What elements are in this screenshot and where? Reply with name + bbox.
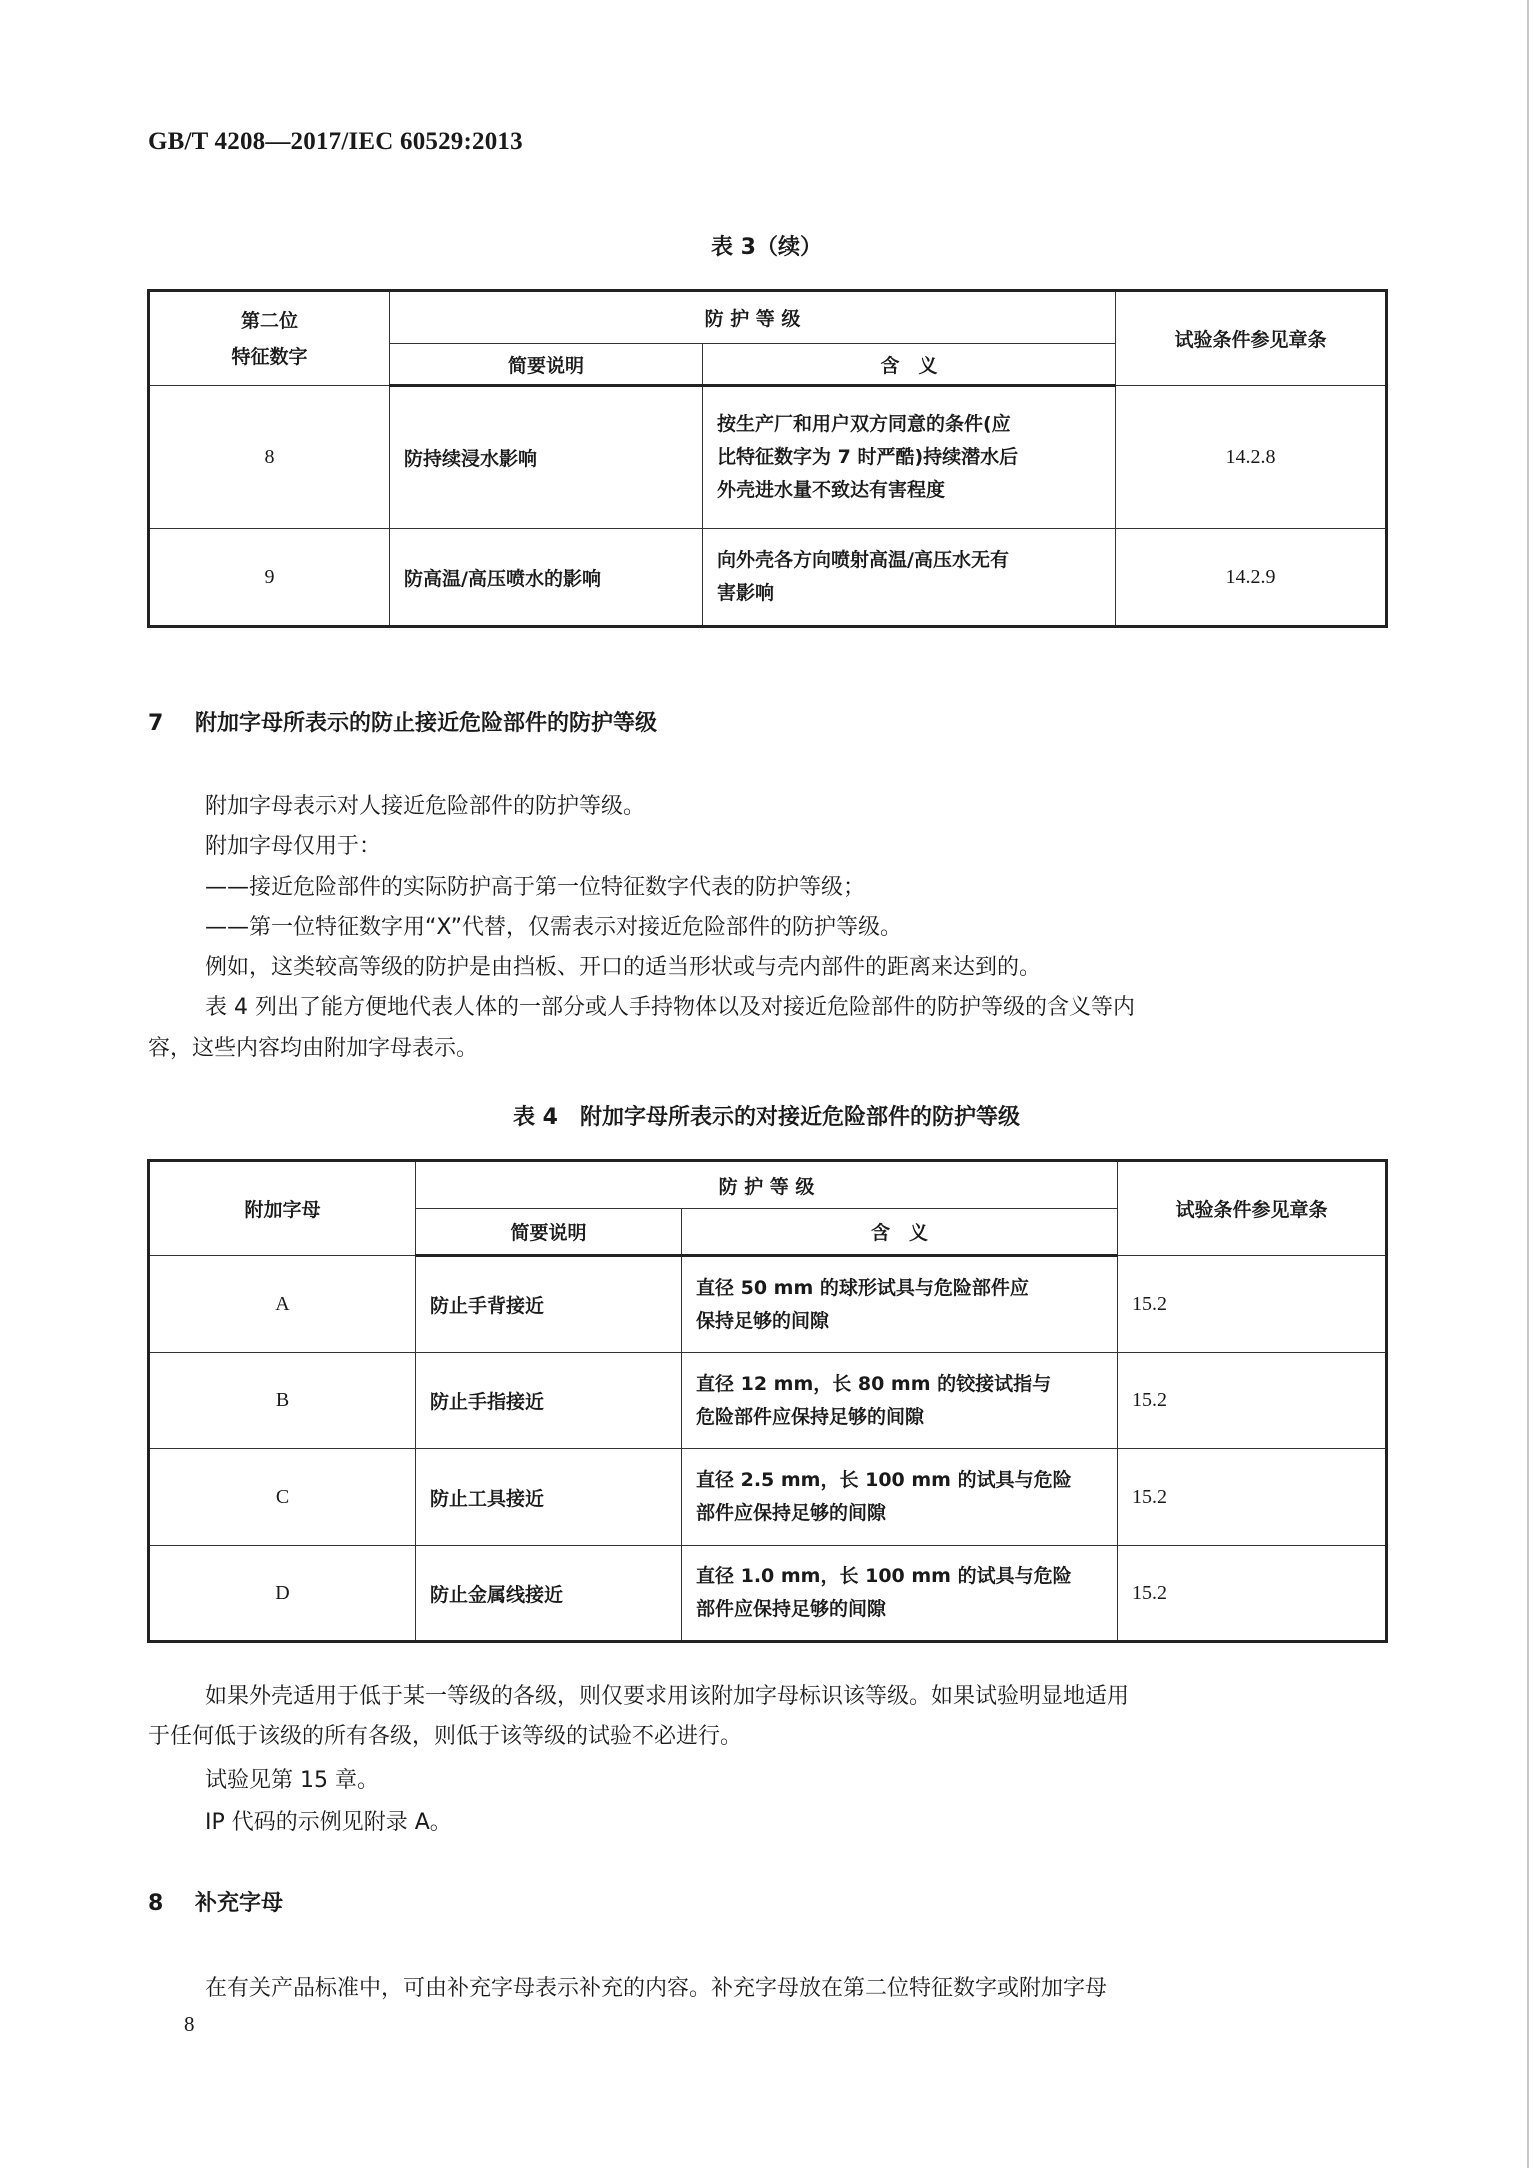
test-clause-cell: 14.2.8 <box>1116 386 1387 529</box>
meaning-line: 直径 12 mm，长 80 mm 的铰接试指与 <box>696 1372 1052 1395</box>
digit-cell: 8 <box>149 386 390 529</box>
paragraph-line: 在有关产品标准中，可由补充字母表示补充的内容。补充字母放在第二位特征数字或附加字母 <box>205 1976 1108 2001</box>
brief-cell: 防止手指接近 <box>416 1353 682 1449</box>
table4-header-brief: 简要说明 <box>416 1209 682 1256</box>
section-number: 7 <box>148 711 164 736</box>
table4-header-test: 试验条件参见章条 <box>1118 1161 1387 1256</box>
table3-header-test: 试验条件参见章条 <box>1116 291 1387 386</box>
section-title: 附加字母所表示的防止接近危险部件的防护等级 <box>194 711 657 736</box>
table3-header-protection: 防 护 等 级 <box>390 291 1116 344</box>
meaning-line: 部件应保持足够的间隙 <box>696 1502 887 1524</box>
table4-caption: 表 4 附加字母所表示的对接近危险部件的防护等级 <box>513 1105 1020 1130</box>
meaning-cell <box>682 1353 1118 1449</box>
meaning-cell <box>703 529 1116 627</box>
table4-header-protection: 防 护 等 级 <box>416 1161 1118 1209</box>
table3-caption: 表 3（续） <box>711 235 822 260</box>
letter-cell: D <box>149 1546 416 1642</box>
paragraph-line: 例如，这类较高等级的防护是由挡板、开口的适当形状或与壳内部件的距离来达到的。 <box>205 955 1042 980</box>
page-edge <box>1527 0 1529 2168</box>
meaning-line: 害影响 <box>717 582 775 604</box>
digit-cell: 9 <box>149 529 390 627</box>
meaning-line: 直径 50 mm 的球形试具与危险部件应 <box>696 1276 1029 1299</box>
paragraph-line: 容，这些内容均由附加字母表示。 <box>148 1036 479 1061</box>
paragraph-line: 于任何低于该级的所有各级，则低于该等级的试验不必进行。 <box>148 1724 743 1749</box>
meaning-cell <box>682 1256 1118 1353</box>
paragraph-line: 试验见第 15 章。 <box>205 1768 379 1793</box>
table4-header-meaning: 含 义 <box>682 1209 1118 1256</box>
paragraph-line: 附加字母仅用于： <box>205 834 382 859</box>
meaning-line: 按生产厂和用户双方同意的条件(应 <box>717 413 1011 435</box>
table4-header-letter: 附加字母 <box>149 1161 416 1256</box>
table-row <box>149 1449 1387 1546</box>
meaning-line: 外壳进水量不致达有害程度 <box>717 479 946 501</box>
table4 <box>147 1159 1388 1643</box>
table-row <box>149 1546 1387 1642</box>
section-title: 补充字母 <box>194 1891 283 1916</box>
section8-heading <box>148 1886 283 1917</box>
section-number: 8 <box>148 1891 164 1916</box>
list-item: ——接近危险部件的实际防护高于第一位特征数字代表的防护等级； <box>205 875 866 900</box>
table-row <box>149 1353 1387 1449</box>
table-row <box>149 1256 1387 1353</box>
test-clause-cell: 15.2 <box>1118 1449 1387 1546</box>
table3-header-meaning: 含 义 <box>703 344 1116 386</box>
paragraph-line: 表 4 列出了能方便地代表人体的一部分或人手持物体以及对接近危险部件的防护等级的含义等内 <box>205 995 1135 1020</box>
brief-cell: 防高温/高压喷水的影响 <box>390 529 703 627</box>
paragraph-line: IP 代码的示例见附录 A。 <box>205 1810 452 1835</box>
letter-cell: B <box>149 1353 416 1449</box>
meaning-line: 部件应保持足够的间隙 <box>696 1598 887 1620</box>
brief-cell: 防持续浸水影响 <box>390 386 703 529</box>
brief-cell: 防止工具接近 <box>416 1449 682 1546</box>
test-clause-cell: 14.2.9 <box>1116 529 1387 627</box>
header-line: 第二位 <box>240 309 298 332</box>
brief-cell: 防止手背接近 <box>416 1256 682 1353</box>
meaning-line: 直径 1.0 mm，长 100 mm 的试具与危险 <box>696 1565 1072 1587</box>
meaning-line: 保持足够的间隙 <box>696 1309 830 1332</box>
brief-cell: 防止金属线接近 <box>416 1546 682 1642</box>
letter-cell: A <box>149 1256 416 1353</box>
meaning-line: 直径 2.5 mm，长 100 mm 的试具与危险 <box>696 1469 1072 1491</box>
table-row <box>149 529 1387 627</box>
page-number: 8 <box>184 2012 195 2036</box>
test-clause-cell: 15.2 <box>1118 1353 1387 1449</box>
meaning-line: 危险部件应保持足够的间隙 <box>696 1405 925 1428</box>
paragraph-line: 如果外壳适用于低于某一等级的各级，则仅要求用该附加字母标识该等级。如果试验明显地适用 <box>205 1684 1130 1709</box>
paragraph-line: 附加字母表示对人接近危险部件的防护等级。 <box>205 794 646 819</box>
meaning-cell <box>703 386 1116 529</box>
header-line: 特征数字 <box>231 345 308 368</box>
table3-header-brief: 简要说明 <box>390 344 703 386</box>
table3 <box>147 289 1388 628</box>
meaning-line: 向外壳各方向喷射高温/高压水无有 <box>717 549 1009 571</box>
standard-code-header: GB/T 4208—2017/IEC 60529:2013 <box>148 128 523 155</box>
test-clause-cell: 15.2 <box>1118 1546 1387 1642</box>
table3-header-digit <box>149 291 390 386</box>
test-clause-cell: 15.2 <box>1118 1256 1387 1353</box>
table-row <box>149 386 1387 529</box>
meaning-cell <box>682 1449 1118 1546</box>
meaning-cell <box>682 1546 1118 1642</box>
letter-cell: C <box>149 1449 416 1546</box>
section7-heading <box>148 706 657 737</box>
list-item: ——第一位特征数字用“X”代替，仅需表示对接近危险部件的防护等级。 <box>205 915 902 940</box>
meaning-line: 比特征数字为 7 时严酷)持续潜水后 <box>717 446 1019 468</box>
